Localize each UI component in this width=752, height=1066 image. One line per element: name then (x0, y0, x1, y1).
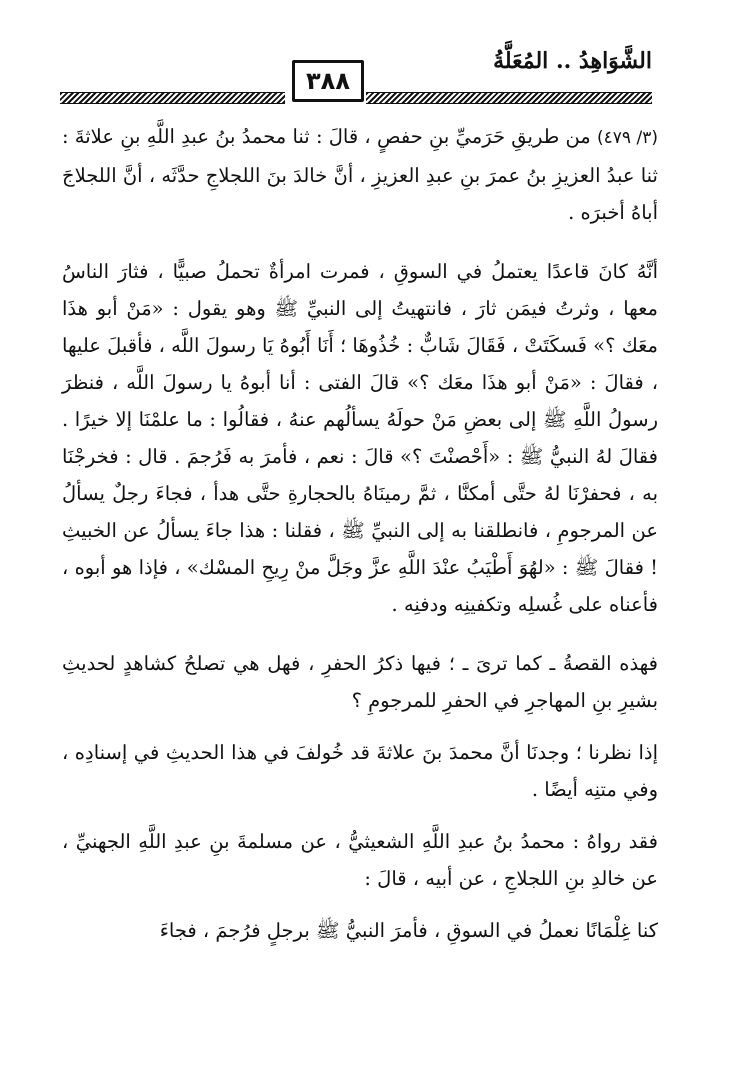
page-header (60, 40, 652, 110)
paragraph-hadith-reference (62, 118, 658, 231)
hadith-number: (٣/ ٤٧٩) (596, 128, 658, 148)
page-body (62, 118, 658, 964)
paragraph-continuation: كنا غِلْمَانًا نعملُ في السوقِ ، فأمرَ النبيُّ ﷺ برجلٍ فرُجمَ ، فجاءَ (159, 919, 658, 942)
header-rule-left (60, 92, 285, 104)
paragraph-narration: فقد رواهُ : محمدُ بنُ عبدِ اللَّهِ الشعيثيُّ ، عن مسلمةَ بنِ عبدِ اللَّهِ الجهنيِّ ، عن خالدِ بنِ اللجلاجِ ، عن أبيه ، قالَ : (62, 830, 658, 890)
paragraph-commentary: فهذه القصةُ ـ كما ترىَ ـ ؛ فيها ذكرُ الحفرِ ، فهل هي تصلحُ كشاهدٍ لحديثِ بشيرِ بنِ المهاجرِ في الحفرِ للمرجومِ ؟ (62, 652, 658, 712)
running-title: الشَّوَاهِدُ .. المُعَلَّةُ (493, 48, 652, 74)
page-number: ٣٨٨ (292, 60, 364, 102)
paragraph-text: من طريقِ حَرَميِّ بنِ حفصٍ ، قالَ : ثنا محمدُ بنُ عبدِ اللَّهِ بنِ علاثةَ : ثنا عبدُ العزيزِ بنُ عمرَ بنِ عبدِ العزيزِ ، أنَّ خالدَ بنَ اللجلاجِ حدَّثَه ، أنَّ اللجلاجَ أباهُ أخبرَه . (62, 125, 658, 224)
paragraph-analysis: إذا نظرنا ؛ وجدنَا أنَّ محمدَ بنَ علاثةَ قد خُولفَ في هذا الحديثِ في إسنادِه ، وفي متنِه أيضًا . (62, 741, 658, 801)
header-rule-right (366, 92, 652, 104)
paragraph-hadith-text: أنَّهُ كانَ قاعدًا يعتملُ في السوقِ ، فمرت امرأةٌ تحملُ صبيًّا ، فثارَ الناسُ معها ، وثرتُ فيمَن ثارَ ، فانتهيتُ إلى النبيِّ ﷺ وهو يقول : «مَنْ أبو هذَا معَك ؟» فَسكَتَتْ ، فَقَالَ شَابٌّ : خُذُوهَا ؛ أَنَا أَبُوهُ يَا رسولَ اللَّه ، فأقبلَ عليها ، فقالَ : «مَنْ أبو هذَا معَك ؟» قالَ الفتى : أنا أبوهُ يا رسولَ اللَّه ، فنظرَ رسولُ اللَّهِ ﷺ إلى بعضِ مَنْ حولَهُ يسألُهم عنهُ ، فقالُوا : ما علمْنَا إلا خيرًا . فقالَ لهُ النبيُّ ﷺ : «أَحْصنْتَ ؟» قالَ : نعم ، فأمرَ به فَرُجمَ . قال : فخرجْنَا به ، فحفرْنَا لهُ حتَّى أمكنَّا ، ثمَّ رمينَاهُ بالحجارةِ حتَّى هدأ ، فجاءَ رجلٌ يسألُ عن المرجومِ ، فانطلقنا به إلى النبيِّ ﷺ ، فقلنا : هذا جاءَ يسألُ عن الخبيثِ ! فقالَ ﷺ : «لهُوَ أَطْيَبُ عنْدَ اللَّهِ عزَّ وجَلَّ منْ رِيحِ المسْك» ، فإذا هو أبوه ، فأعناه على غُسلِه وتكفينِه ودفنِه . (62, 260, 658, 616)
